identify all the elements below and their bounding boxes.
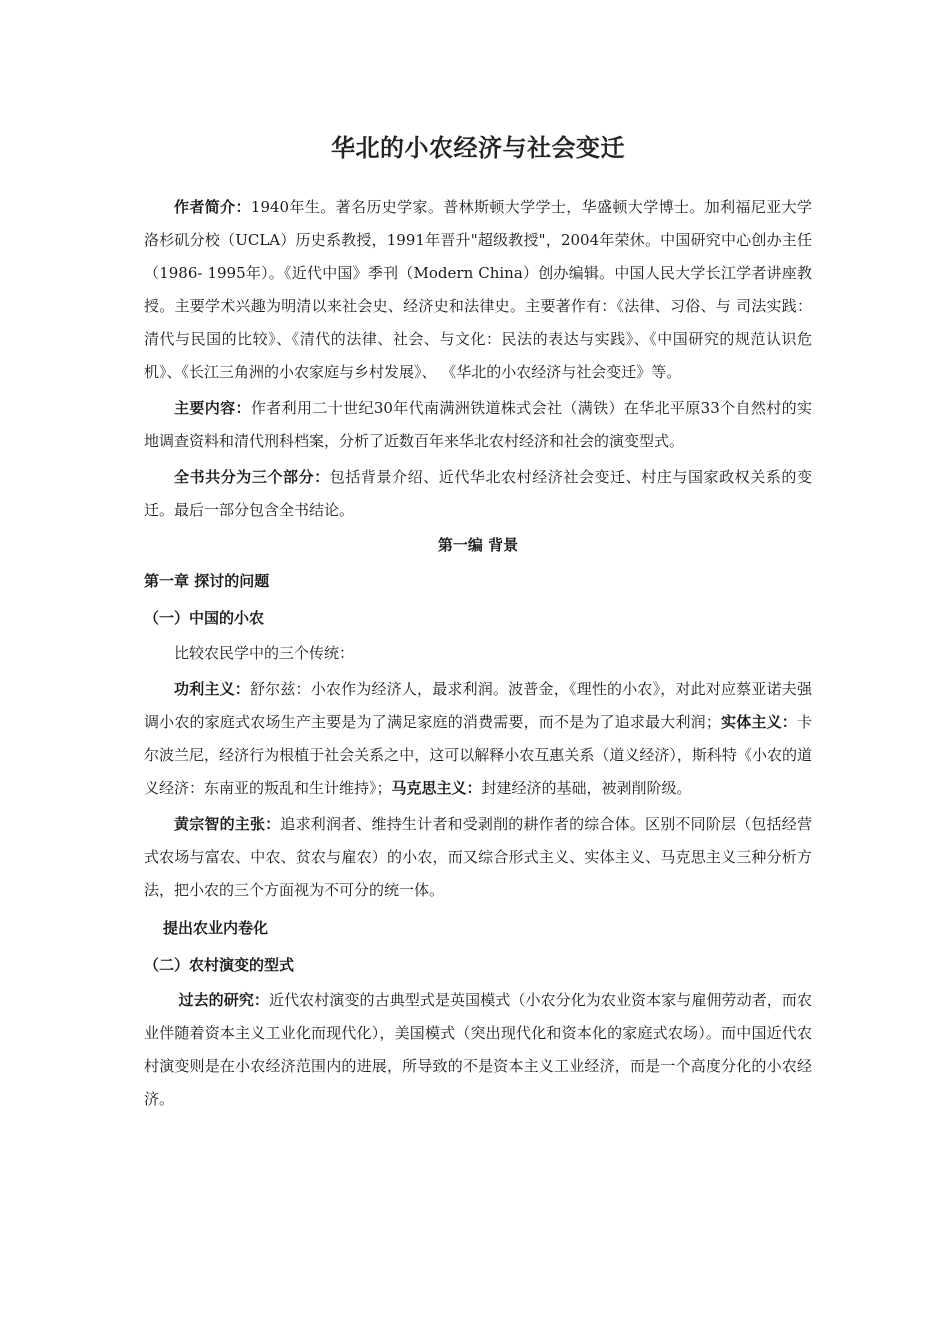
huang-position-label: 黄宗智的主张： bbox=[174, 815, 281, 833]
three-traditions-paragraph: 比较农民学中的三个传统： bbox=[174, 644, 355, 662]
past-research-text: 近代农村演变的古典型式是英国模式（小农分化为农业资本家与雇佣劳动者，而农业伴随着资本主义工业化而现代化），美国模式（突出现代化和资本化的家庭式农场）。而中国近代农村演变则是在小农经济范围内的进展，所导致的不是资本主义工业经济，而是一个高度分化的小农经济。 bbox=[144, 991, 812, 1108]
utilitarian-text: 舒尔兹：小农作为经济人，最求利润。波普金，《理性的小农》，对此对应蔡亚诺夫强调小农的家庭式农场生产主要是为了满足家庭的消费需要，而不是为了追求最大利润； bbox=[144, 680, 812, 731]
past-research-paragraph bbox=[144, 984, 812, 1116]
book-structure-text: 包括背景介绍、近代华北农村经济社会变迁、村庄与国家政权关系的变迁。最后一部分包含全书结论。 bbox=[144, 468, 812, 519]
huang-position-text: 追求利润者、维持生计者和受剥削的耕作者的综合体。区别不同阶层（包括经营式农场与富农、中农、贫农与雇农）的小农，而又综合形式主义、实体主义、马克思主义三种分析方法，把小农的三个方面视为不可分的统一体。 bbox=[144, 815, 812, 899]
traditions-paragraph bbox=[144, 673, 812, 805]
substantivism-text: 卡尔波兰尼，经济行为根植于社会关系之中，这可以解释小农互惠关系（道义经济），斯科特《小农的道义经济：东南亚的叛乱和生计维持》； bbox=[144, 713, 812, 797]
substantivism-label: 实体主义： bbox=[720, 713, 797, 731]
author-intro-label: 作者简介： bbox=[174, 198, 251, 216]
huang-position-paragraph bbox=[144, 808, 812, 907]
main-content-paragraph bbox=[144, 392, 812, 458]
main-content-label: 主要内容： bbox=[174, 399, 251, 417]
past-research-label: 过去的研究： bbox=[178, 991, 270, 1009]
book-structure-label: 全书共分为三个部分： bbox=[174, 468, 330, 486]
author-intro-text: 1940年生。著名历史学家。普林斯顿大学学士，华盛顿大学博士。加利福尼亚大学洛杉矶分校（UCLA）历史系教授，1991年晋升"超级教授"，2004年荣休。中国研究中心创办主任（1986- 1995年）。《近代中国》季刊（Modern China）创办编辑。中国人民大学长江学者讲座教授。主要学术兴趣为明清以来社会史、经济史和法律史。主要著作有：《法律、习俗、与 司法实践：清代与民国的比较》、《清代的法律、社会、与文化：民法的表达与实践》、《中国研究的规范认识危机》、《长江三角洲的小农家庭与乡村发展》、 《华北的小农经济与社会变迁》等。 bbox=[144, 198, 812, 381]
marxism-label: 马克思主义： bbox=[391, 779, 482, 797]
book-structure-paragraph bbox=[144, 461, 812, 527]
page-title: 华北的小农经济与社会变迁 bbox=[331, 134, 625, 162]
author-intro-paragraph bbox=[144, 191, 812, 389]
part-one-heading: 第一编 背景 bbox=[437, 536, 519, 554]
marxism-text: 封建经济的基础，被剥削阶级。 bbox=[481, 779, 692, 797]
main-content-text: 作者利用二十世纪30年代南满洲铁道株式会社（满铁）在华北平原33个自然村的实地调查资料和清代刑科档案，分析了近数百年来华北农村经济和社会的演变型式。 bbox=[144, 399, 812, 450]
involution-heading: 提出农业内卷化 bbox=[163, 919, 269, 937]
document-body bbox=[144, 128, 812, 1116]
section-two-heading: （二）农村演变的型式 bbox=[144, 956, 295, 974]
section-one-heading: （一）中国的小农 bbox=[144, 609, 265, 627]
chapter-one-heading: 第一章 探讨的问题 bbox=[144, 572, 270, 590]
utilitarian-label: 功利主义： bbox=[174, 680, 250, 698]
